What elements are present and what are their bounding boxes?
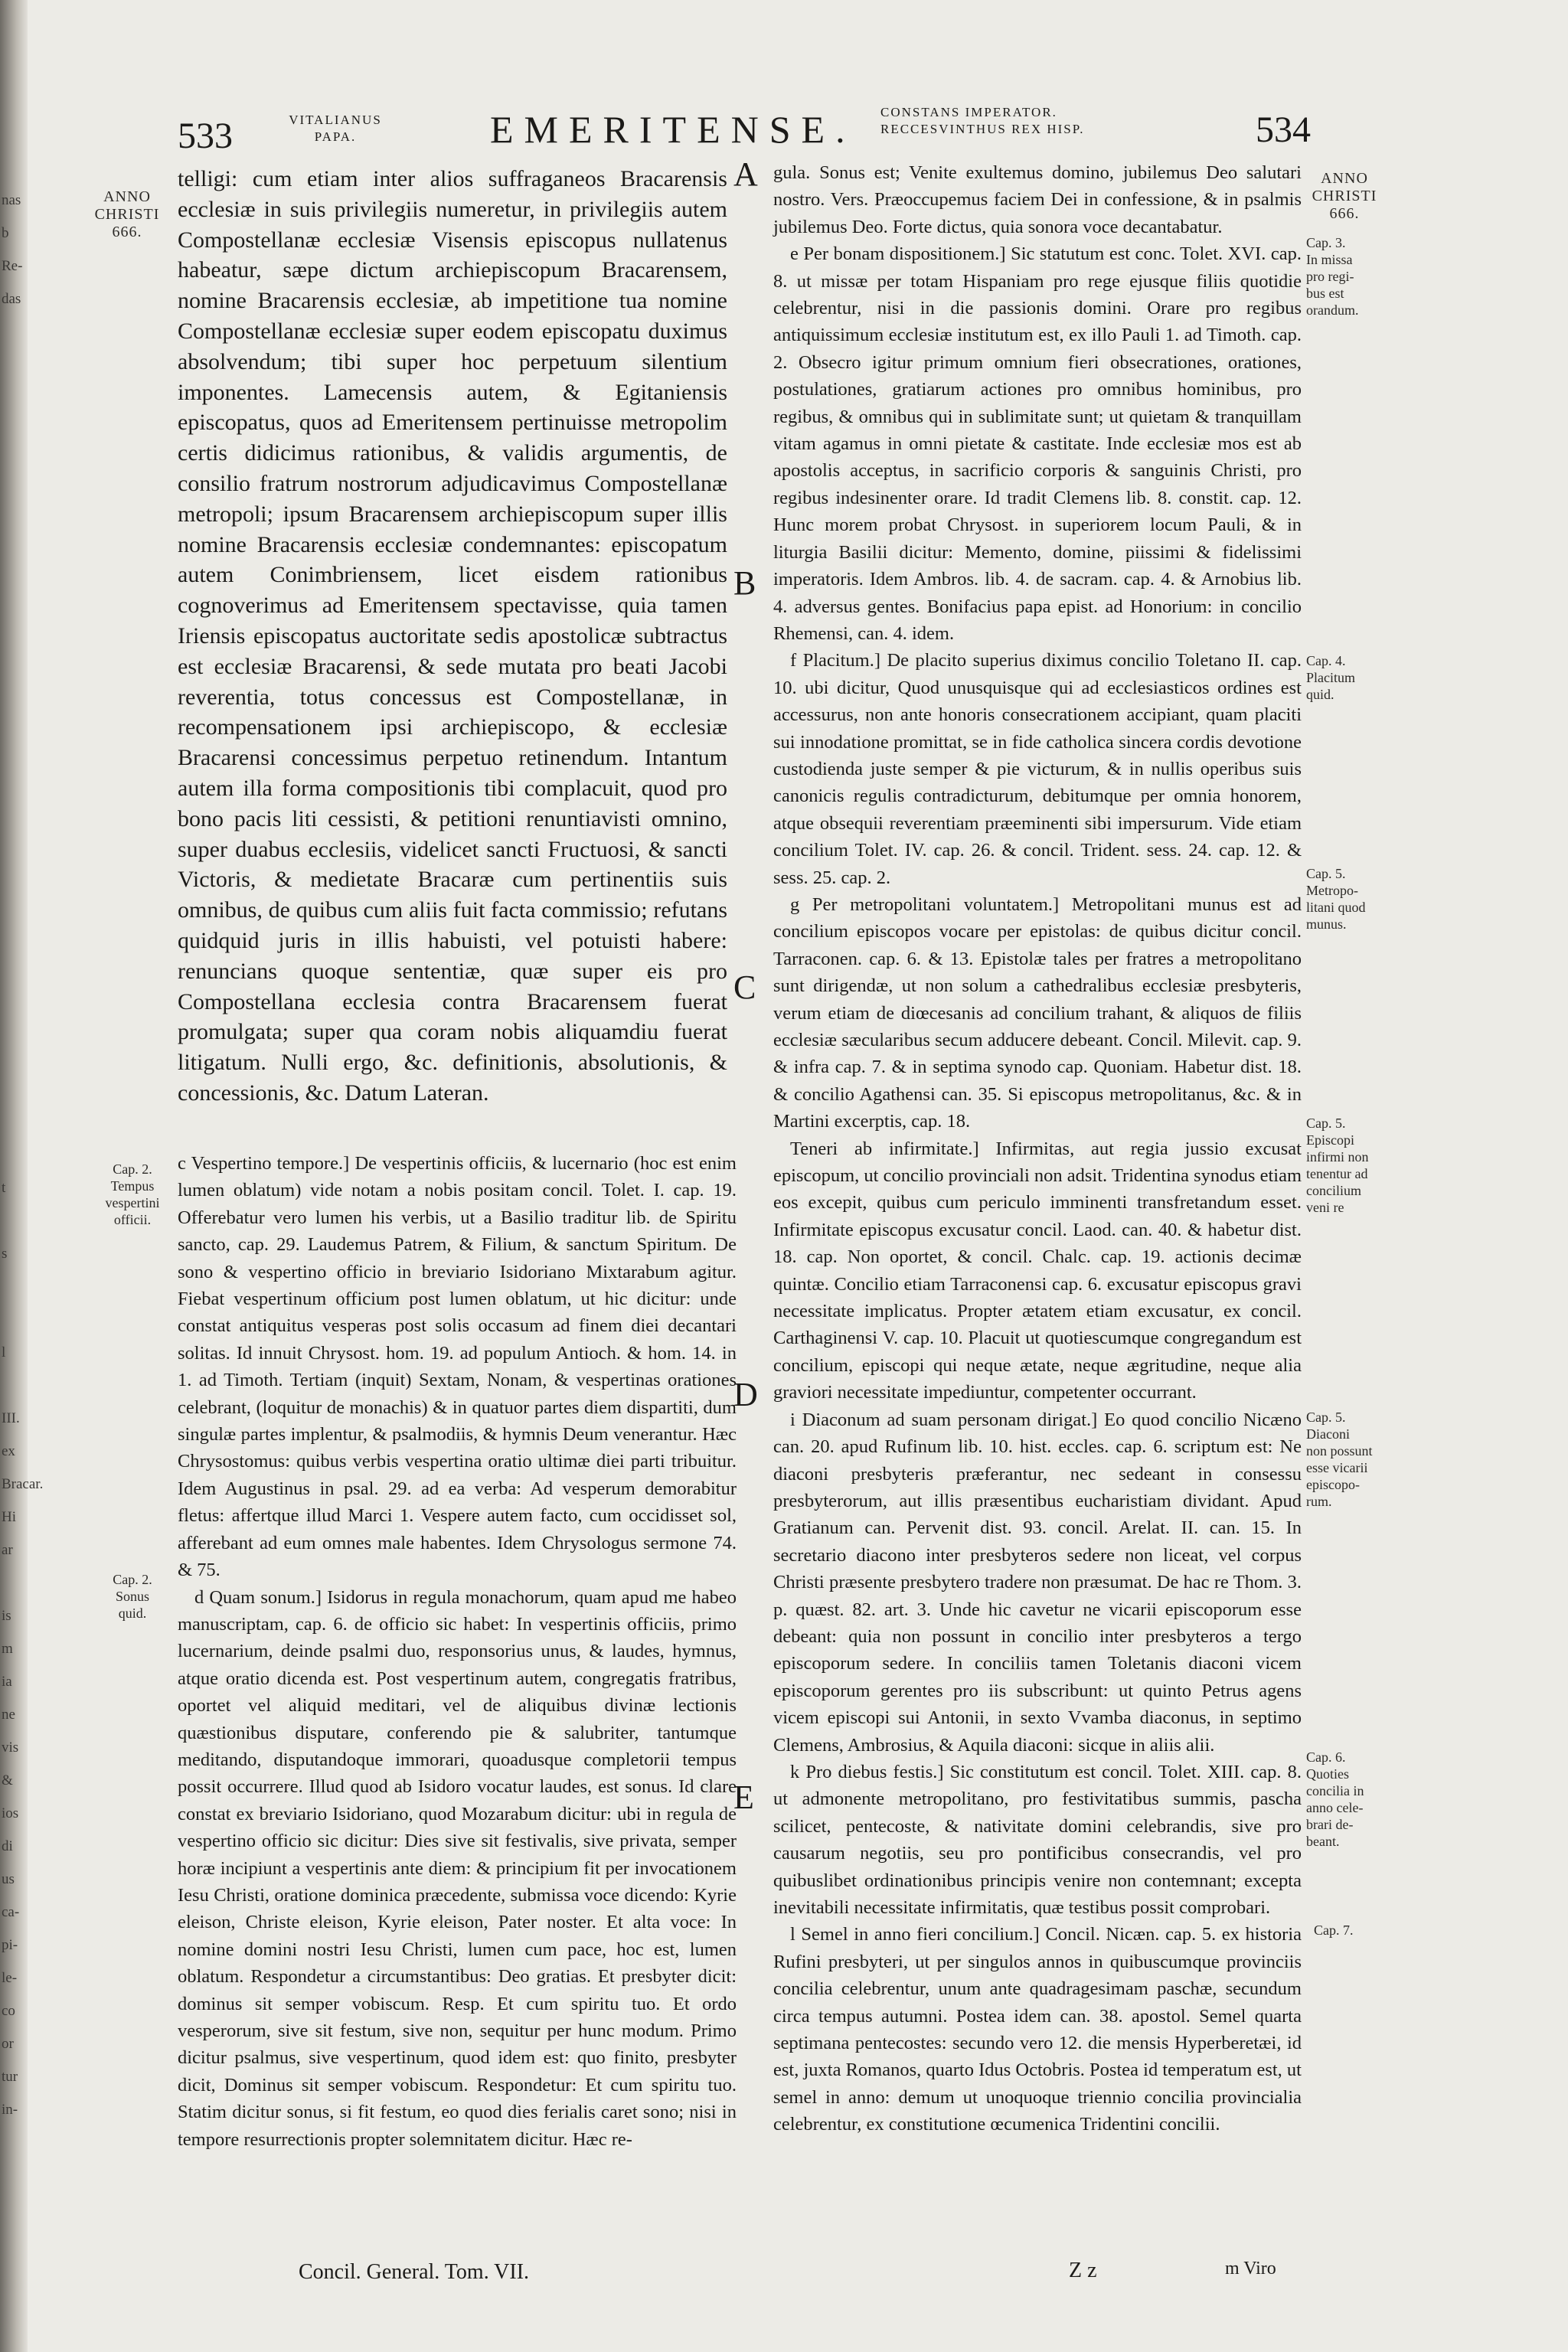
- margin-note-cap5b: Cap. 5. Episcopi infirmi non tenentur ad concilium veni re: [1306, 1116, 1369, 1215]
- note-h: Teneri ab infirmitate.] Infirmitas, aut regia jussio excusat episcopum, ut concilio provinciali non adsit. Tridentina synodus etiam eos excepit, quibus cum periculo imminenti transfretandum esset. Infirmitate episcopus excusatur concil. Laod. can. 40. & habetur dist. 18. cap. Non oportet, & concil. Chalc. cap. 19. actionis decimæ quintæ. Concilio etiam Tarraconensi cap. 6. excusatur episcopus gravi necessitate implicatus. Propter ætatem etiam excusatur, ex concil. Carthaginensi V. cap. 10. Placuit ut quotiescumque congregandum est concilium, episcopi qui neque ætate, neque ægritudine, neque alia graviori necessitate impediuntur, competenter occurrant.: [773, 1138, 1302, 1403]
- section-letter-c: C: [733, 969, 756, 1006]
- catchword: m Viro: [1225, 2259, 1276, 2278]
- margin-note-anno-right: ANNO CHRISTI 666.: [1312, 170, 1377, 222]
- note-i: i Diaconum ad suam personam dirigat.] Eo quod concilio Nicæno can. 20. apud Rufinum lib. 10. hist. eccles. cap. 6. scriptum est: Ne diaconi presbyteris præferantur, nec sedeant in consessu presbyterorum, aut illis præsentibus eucharistiam dividant. Apud Gratianum can. Pervenit dist. 93. concil. Arelat. II. can. 15. In secretario diacono inter presbyteros sedere non liceat, vel corpus Christi præsente presbytero tradere non præsumat. De hac re Thom. 3. p. quæst. 82. art. 3. Unde hic cavetur ne vicarii episcoporum esse debeant: quia non possunt in concilio inter presbyteros a tergo episcoporum sedere. In conciliis tamen Toletanis diaconi vicem episcoporum gerentes pro iis subscribunt: ut quinto Petrus agens vicem episcopi sui Antonii, in sexto Vvamba diaconus, in septimo Clemens, Ambrosius, & Aquila diaconi: sicque in aliis alii.: [773, 1409, 1302, 1756]
- section-letter-d: D: [733, 1376, 758, 1413]
- margin-note-cap5a: Cap. 5. Metropo- litani quod munus.: [1306, 866, 1366, 932]
- left-running-head: VITALIANUS PAPA.: [289, 113, 382, 144]
- page-title: EMERITENSE.: [490, 108, 856, 151]
- footer-volume: Concil. General. Tom. VII.: [299, 2260, 530, 2284]
- margin-note-cap2-tempus: Cap. 2. Tempus vespertini officii.: [105, 1161, 160, 1227]
- section-letter-b: B: [733, 564, 756, 602]
- note-e: e Per bonam dispositionem.] Sic statutum est conc. Tolet. XVI. cap. 8. ut missæ per totam Hispaniam pro rege ejusque filiis quotidie celebrentur, nisi in die passionis domini. Orare pro regibus antiquissimum ecclesiæ institutum est, ex illo Pauli 1. ad Timoth. cap. 2. Obsecro igitur primum omnium fieri obsecrationes, orationes, postulationes, gratiarum actiones pro omnibus hominibus, pro regibus, & omnibus qui in sublimitate sunt; ut quietam & tranquillam vitam agamus in omni pietate & castitate. Inde ecclesiæ mos est ab apostolis acceptus, in sacrificio corporis & sanguinis Christi, pro regibus indesinenter orare. Id tradit Clemens lib. 8. constit. cap. 12. Hunc morem probat Chrysost. in superiorem locum Pauli, & in liturgia Basilii dicitur: Memento, domine, piissimi & fidelissimi imperatoris. Idem Ambros. lib. 4. de sacram. cap. 4. & Arnobius lib. 4. adversus gentes. Bonifacius papa epist. ad Honorium: in concilio Rhemensi, can. 4. idem.: [773, 243, 1302, 644]
- text-paragraph: telligi: cum etiam inter alios suffraganeos Bracarensis ecclesiæ in suis privilegiis numeretur, in privilegiis autem Compostellanæ ecclesiæ Visensis episcopus nullatenus habeatur, sæpe dictum archiepiscopum Bracarensem, nomine Bracarensis ecclesiæ, ab impetitione tua nomine Compostellanæ ecclesiæ super eodem episcopatu duximus absolvendum; tibi super hoc perpetuum silentium imponentes. Lamecensis autem, & Egitaniensis episcopatus, quos ad Emeritensem pertinuisse metropolim certis didicimus rationibus, & validis argumentis, de consilio fratrum nostrorum adjudicavimus Compostellanæ metropoli; ipsum Bracarensem archiepiscopum super illis nomine Bracarensis ecclesiæ condemnantes: episcopatum autem Conimbriensem, licet eisdem rationibus cognoverimus ad Emeritensem spectavisse, quia tamen Iriensis episcopatus auctoritate sedis apostolicæ subtractus est ecclesiæ Bracarensi, & sede mutata pro beati Jacobi reverentia, totus concessus est Compostellanæ, in recompensationem ipsi archiepiscopo, & ecclesiæ Bracarensi concessimus perpetuo retinendum. Intantum autem illa forma compositionis tibi complacuit, quod pro bono pacis liti cessisti, & petitioni renuntiavisti omnino, super duabus ecclesiis, videlicet sancti Fructuosi, & sancti Victoris, & medietate Bracaræ cum pertinentiis suis omnibus, de quibus cum aliis fuit facta commissio; refutans quidquid juris in illis habuisti, vel potuisti habere: renuncians quoque sententiæ, quæ super eis pro Compostellana ecclesia contra Bracarensem fuerat promulgata; super qua coram nobis aliquamdiu fuerat litigatum. Nulli ergo, &c. definitionis, absolutionis, & concessionis, &c. Datum Lateran.: [178, 166, 727, 1106]
- margin-note-cap4: Cap. 4. Placitum quid.: [1306, 653, 1355, 702]
- left-column-notes: [178, 1150, 737, 2153]
- gutter-fragments: nas b Re- das t s l III. ex Bracar. Hi ar is m ia ne vis & ios di us ca- pi- le- co or tur in-: [2, 192, 44, 2118]
- margin-note-cap6: Cap. 6. Quoties concilia in anno cele- brari de- beant.: [1306, 1749, 1364, 1849]
- note-f: f Placitum.] De placito superius diximus concilio Toletano II. cap. 10. ubi dicitur, Quod unusquisque qui ad ecclesiasticos ordines est accessurus, non ante honoris consecrationem accipiant, quam placiti sui innodatione promittat, se in fide catholica sincera cordis devotione custodienda juste semper & pie victurum, & in nullis operibus suis canonicis regulis contradicturum, debitumque per omnia honorem, atque obsequii reverentiam præeminenti sibi impersurum. Vide etiam concilium Tolet. IV. cap. 26. & concil. Trident. sess. 24. cap. 12. & sess. 25. cap. 2.: [773, 650, 1302, 888]
- margin-note-anno-left: ANNO CHRISTI 666.: [94, 188, 160, 240]
- right-running-head: CONSTANS IMPERATOR. RECCESVINTHUS REX HISP.: [880, 105, 1085, 136]
- signature-mark: Z z: [1069, 2259, 1097, 2282]
- section-letter-e: E: [733, 1779, 754, 1816]
- left-column-text: [178, 164, 727, 1109]
- section-letter-a: A: [733, 155, 758, 193]
- previous-page-gutter: [0, 0, 44, 2352]
- note-d: d Quam sonum.] Isidorus in regula monachorum, quam apud me habeo manuscriptam, cap. 6. de officio sic habet: In vespertinis officiis, primo lucernarium, deinde psalmi duo, responsorius unus, & laudes, hymnus, atque oratio dicenda est. Post vespertinum autem, congregatis fratribus, oportet vel aliquid meditari, vel de aliquibus divinæ lectionis quæstionibus disputare, conferendo pie & salubriter, tantumque meditando, disputandoque immorari, quoadusque completorii tempus possit occurrere. Illud quod ab Isidoro vocatur laudes, est sonus. Id clare constat ex breviario Isidoriano, quod Mozarabum dicitur: ubi in regula de vespertino officio sic dicitur: Dies sive sit festivalis, sive privata, semper horæ incipiunt a vespertinis ante diem: & principium fit per invocationem Iesu Christi, oratione dominica præcedente, submissa voce dicendo: Kyrie eleison, Christe eleison, Kyrie eleison, Pater noster. Et alta voce: In nomine domini nostri Iesu Christi, lumen cum pace, hoc est, lumen oblatum. Respondetur a circumstantibus: Deo gratias. Et presbyter dicit: dominus sit semper vobiscum. Resp. Et cum spiritu tuo. Et ordo vesperorum, sive sit festum, sive non, sequitur per hunc modum. Primo dicitur psalmus, sive vespertinum, quod idem est: quo finito, presbyter dicit, Dominus sit semper vobiscum. Respondetur: Et cum spiritu tuo. Statim dicitur sonus, si fit festum, eo quod dies ferialis caret sono; nisi in tempore resurrectionis propter solemnitatem dicitur. Hæc re-: [178, 1586, 737, 2150]
- left-page-number: 533: [178, 116, 233, 156]
- margin-note-cap7: Cap. 7.: [1314, 1922, 1354, 1938]
- right-page-number: 534: [1256, 109, 1311, 150]
- note-a-continued: gula. Sonus est; Venite exultemus domino, jubilemus Deo salutari nostro. Vers. Præoccupemus faciem Dei in confessione, & in psalmis jubilemus Deo. Forte dictus, quia sonora voce decantabatur.: [773, 162, 1302, 237]
- margin-note-cap3: Cap. 3. In missa pro regi- bus est orandum.: [1306, 235, 1359, 318]
- right-column-notes: [773, 159, 1302, 2138]
- margin-note-cap5c: Cap. 5. Diaconi non possunt esse vicarii episcopo- rum.: [1306, 1410, 1373, 1509]
- note-l: l Semel in anno fieri concilium.] Concil. Nicæn. cap. 5. ex historia Rufini presbyteri, ut per singulos annos in quibuscumque provinciis concilia celebrentur, unum ante quadragesimam paschæ, secundum circa tempus autumni. Postea idem can. 38. apostol. Semel quarta septimana pentecostes: secundo vero 12. die mensis Hyperberetæi, id est, juxta Romanos, quarto Idus Octobris. Postea id temperatum est, ut semel in anno: demum ut unoquoque triennio concilia provincialia celebrentur, ex constitutione œcumenica Tridentini concilii.: [773, 1924, 1302, 2135]
- note-c: c Vespertino tempore.] De vespertinis officiis, & lucernario (hoc est enim lumen oblatum) vide notam a nobis positam concil. Tolet. I. cap. 19. Offerebatur vero lumen his verbis, ut a Basilio traditur lib. de Spiritu sancto, cap. 29. Laudemus Patrem, & Filium, & sanctum Spiritum. De sono & vespertino officio in breviario Isidoriano Mixtarabum agitur. Fiebat vespertinum officium post lumen oblatum, ut hic dicitur: unde constat antiquitus vesperas post solis occasum ad finem diei decantari solitas. Id innuit Chrysost. hom. 19. ad populum Antioch. & hom. 14. in 1. ad Timoth. Tertiam (inquit) Sextam, Nonam, & vespertinas orationes celebrant, (loquitur de monachis) & in quatuor partes diem dispartiti, dum singulæ partes implentur, & psalmodiis, & hymnis Deum venerantur. Hæc Chrysostomus: quibus verbis vespertina oratio ultimæ diei parti tribuitur. Idem Augustinus in psal. 29. ad ea verba: Ad vesperum demorabitur fletus: affertque illud Marci 1. Vespere autem facto, cum occidisset sol, afferebant ad eum omnes male habentes. Idem Chrysologus sermone 74. & 75.: [178, 1153, 737, 1581]
- margin-note-cap2-sonus: Cap. 2. Sonus quid.: [113, 1572, 152, 1621]
- note-k: k Pro diebus festis.] Sic constitutum est concil. Tolet. XIII. cap. 8. ut admonente metropolitano, pro festivitatibus summis, pascha scilicet, pentecoste, & nativitate domini celebrandis, sive pro causarum negotiis, seu pro pontificibus consecrandis, vel pro quibuslibet ordinationibus principis venire non contemnant; excepta inevitabili necessitate infirmitatis, quæ testibus possit comprobari.: [773, 1761, 1302, 1918]
- note-g: g Per metropolitani voluntatem.] Metropolitani munus est ad concilium episcopos vocare per epistolas: de quibus dicitur concil. Tarraconen. cap. 6. & 13. Epistolæ tales per fratres a metropolitano sunt dirigendæ, ut non solum a cathedralibus ecclesiæ presbyteris, verum etiam de diœcesanis ad concilium trahant, & aliquos de filiis ecclesiæ sæcularibus secum adducere debeant. Concil. Milevit. cap. 9. & infra cap. 7. & in septima synodo cap. Quoniam. Habetur dist. 18. & concilio Agathensi can. 35. Si episcopus metropolitanus, &c. & in Martini excerptis, cap. 18.: [773, 893, 1302, 1132]
